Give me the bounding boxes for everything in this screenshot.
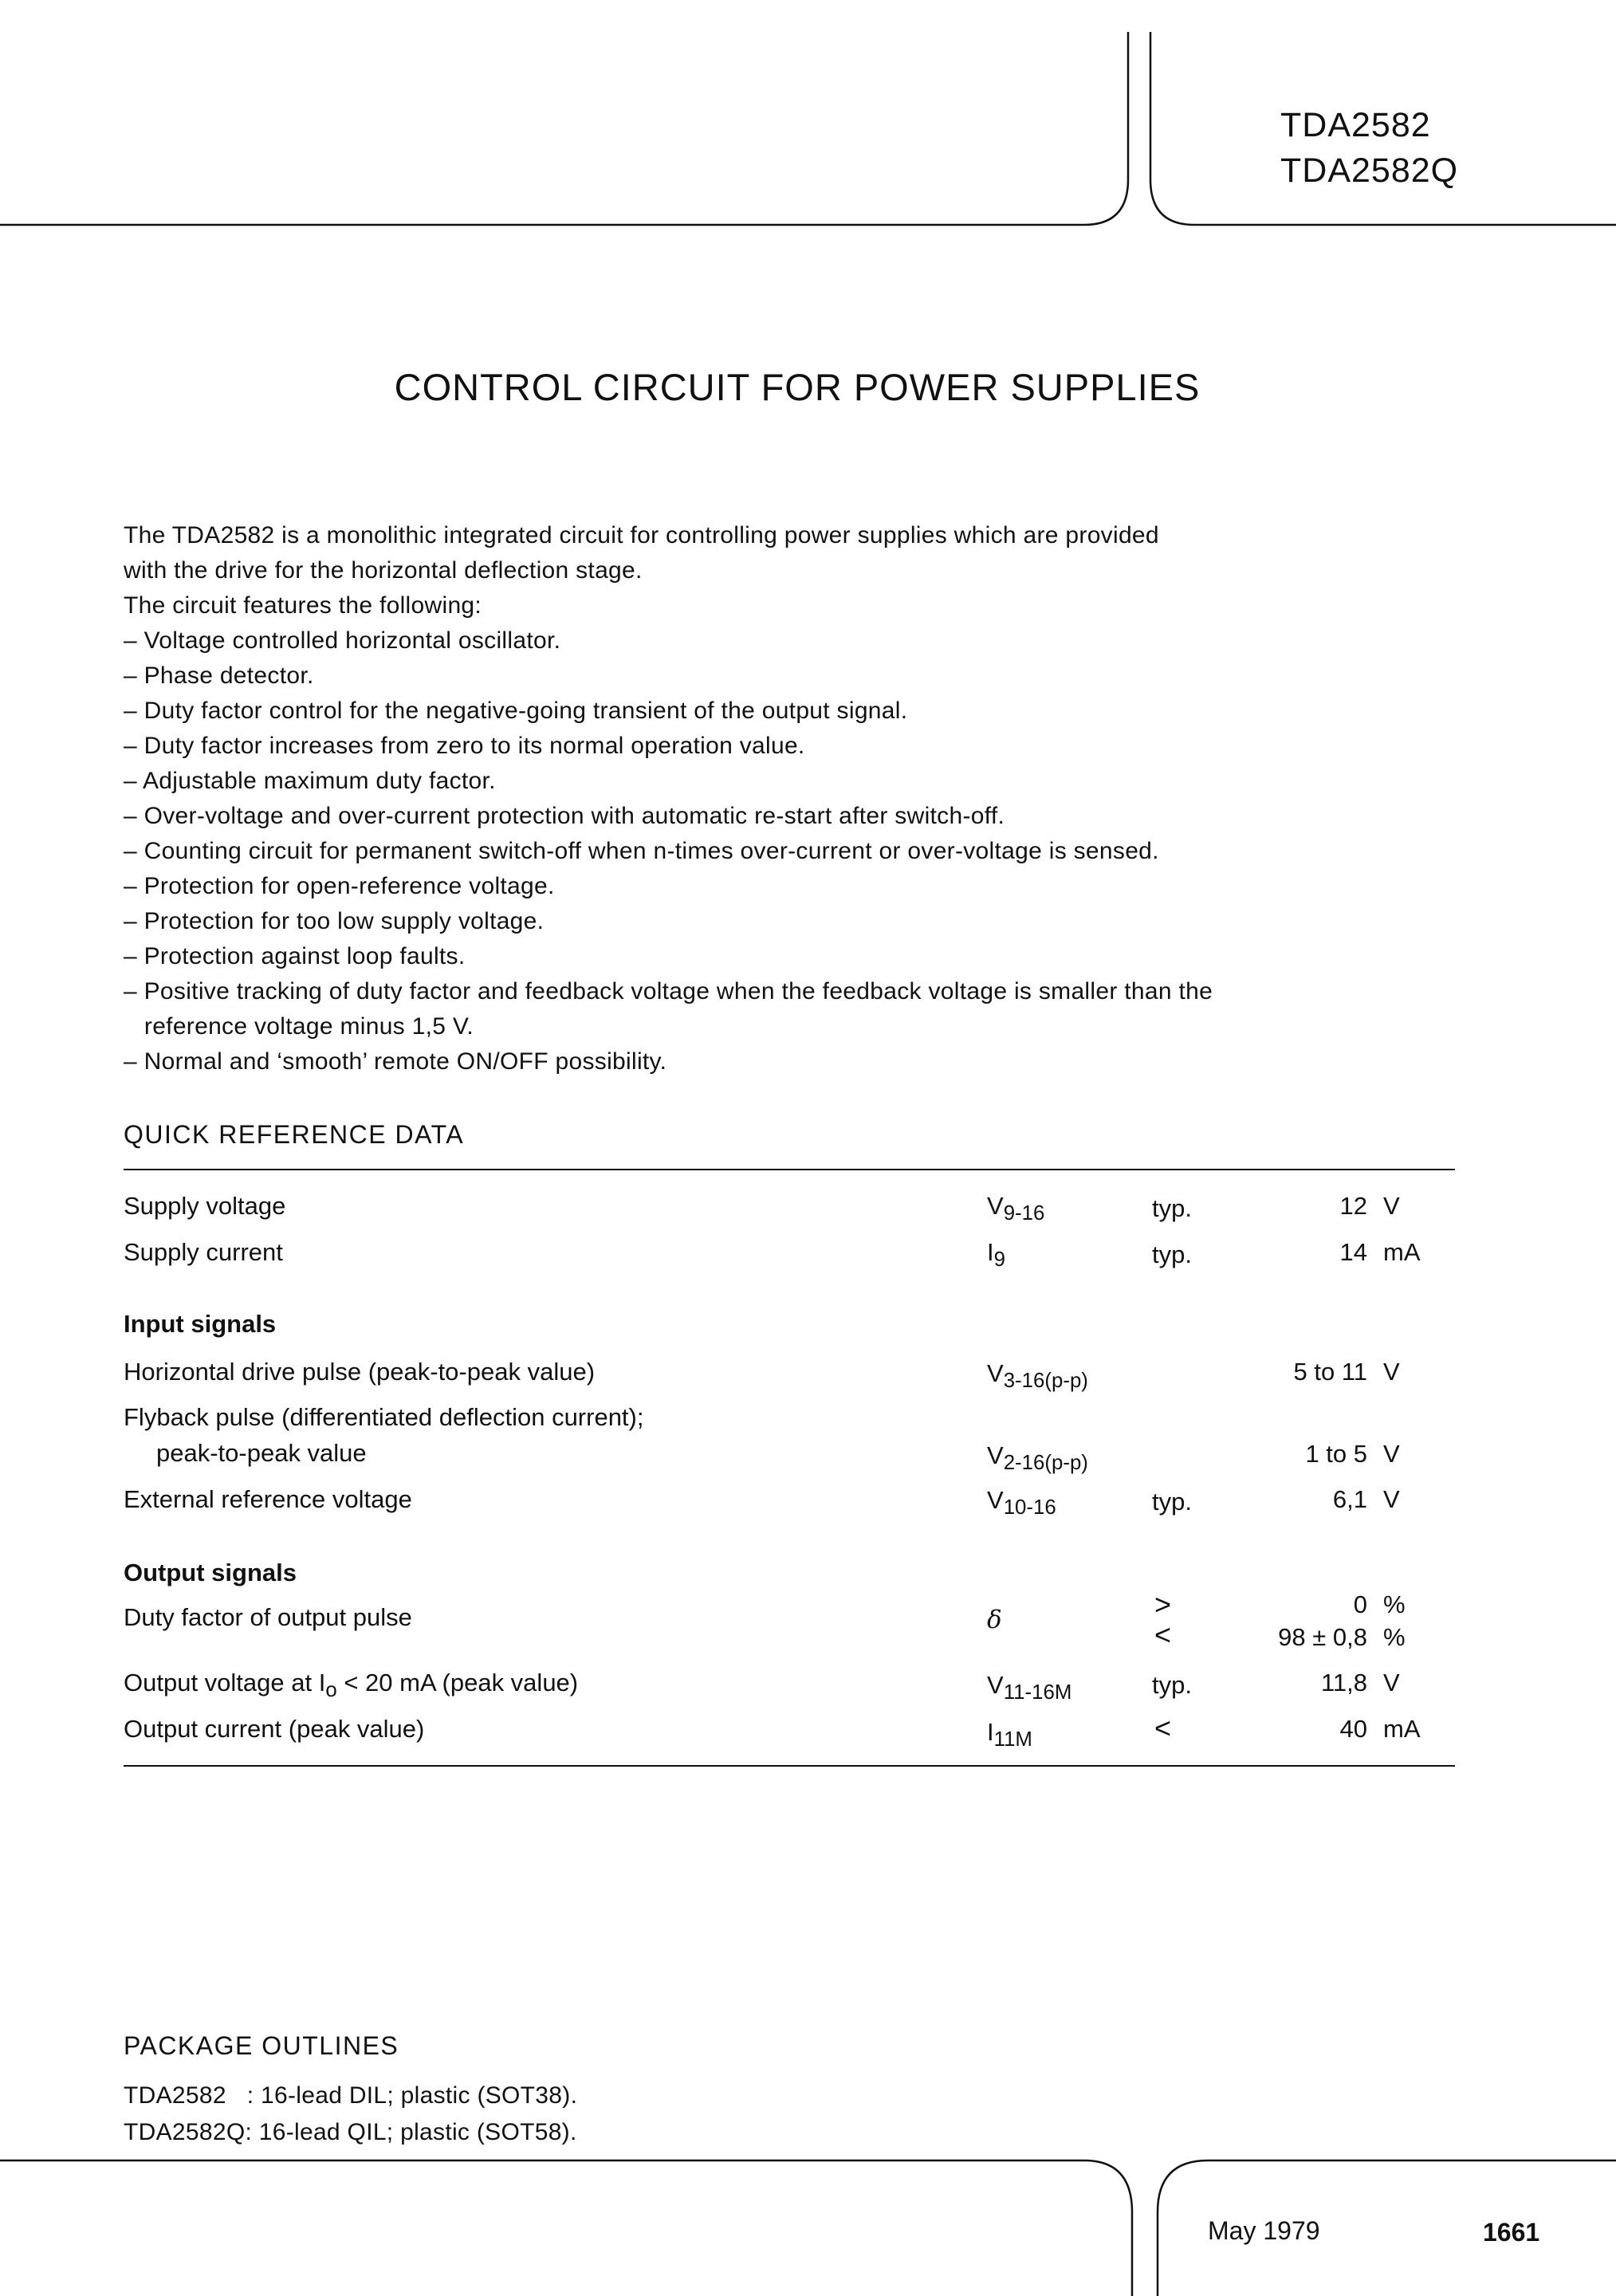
- param-unit: V: [1383, 1440, 1400, 1468]
- param-unit: V: [1383, 1192, 1400, 1220]
- output-signals-heading: Output signals: [124, 1559, 297, 1586]
- param-label: Flyback pulse (differentiated deflection current);: [124, 1403, 644, 1431]
- footer-page-number: 1661: [1483, 2218, 1540, 2247]
- param-qualifier: typ.: [1152, 1240, 1192, 1268]
- param-label: Supply voltage: [124, 1192, 286, 1220]
- param-symbol: $V_{11-16M}$: [987, 1671, 1072, 1704]
- feature-item: – Adjustable maximum duty factor.: [124, 768, 496, 794]
- intro-line: The TDA2582 is a monolithic integrated circuit for controlling power supplies which are provided: [124, 522, 1159, 548]
- feature-item: reference voltage minus 1,5 V.: [124, 1013, 474, 1040]
- part-number-primary: TDA2582: [1280, 106, 1431, 144]
- package-line: TDA2582 : 16-lead DIL; plastic (SOT38).: [124, 2082, 578, 2109]
- param-unit: V: [1383, 1358, 1400, 1386]
- param-label: Output voltage at $I_o < 20$ mA (peak value): [124, 1669, 579, 1702]
- feature-item: – Duty factor control for the negative-going transient of the output signal.: [124, 698, 908, 724]
- package-list: [124, 2078, 577, 2151]
- param-symbol: $I_9$: [987, 1238, 1005, 1272]
- param-symbol: $I_{11M}$: [987, 1718, 1032, 1751]
- page-title: CONTROL CIRCUIT FOR POWER SUPPLIES: [394, 366, 1201, 408]
- param-label: Output current (peak value): [124, 1715, 425, 1743]
- input-signals-heading: Input signals: [124, 1310, 277, 1338]
- param-value: 6,1: [1332, 1485, 1367, 1513]
- param-symbol: $V_{3-16(p-p)}$: [987, 1359, 1088, 1393]
- param-symbol: $V_{10-16}$: [987, 1486, 1056, 1520]
- header-rule-left: [0, 32, 1128, 225]
- intro-block: [124, 518, 1213, 1079]
- param-unit: mA: [1383, 1715, 1421, 1743]
- feature-item: – Normal and ‘smooth’ remote ON/OFF possibility.: [124, 1048, 667, 1075]
- param-value: 1 to 5: [1305, 1440, 1367, 1468]
- param-unit: mA: [1383, 1238, 1421, 1266]
- table-top-rule: [124, 1169, 1455, 1170]
- footer-rule-left: [0, 2160, 1132, 2296]
- intro-line: with the drive for the horizontal deflection stage.: [124, 557, 643, 584]
- param-unit: %: [1383, 1590, 1406, 1618]
- param-symbol: δ: [987, 1606, 1002, 1634]
- param-label: Supply current: [124, 1238, 283, 1266]
- param-unit: V: [1383, 1669, 1400, 1696]
- feature-item: – Phase detector.: [124, 662, 314, 689]
- param-unit: %: [1383, 1623, 1406, 1651]
- intro-line: The circuit features the following:: [124, 592, 482, 619]
- footer-date: May 1979: [1208, 2216, 1320, 2245]
- package-outlines-heading: PACKAGE OUTLINES: [124, 2031, 399, 2060]
- param-label: External reference voltage: [124, 1485, 412, 1513]
- param-value: 40: [1339, 1715, 1367, 1743]
- part-number-secondary: TDA2582Q: [1280, 151, 1459, 190]
- param-qualifier: typ.: [1152, 1671, 1192, 1699]
- package-line: TDA2582Q: 16-lead QIL; plastic (SOT58).: [124, 2119, 577, 2145]
- param-qualifier: <: [1154, 1712, 1172, 1744]
- feature-item: – Protection against loop faults.: [124, 943, 466, 969]
- table-bottom-rule: [124, 1765, 1455, 1767]
- param-unit: V: [1383, 1485, 1400, 1513]
- param-value: 5 to 11: [1293, 1358, 1367, 1386]
- param-value: 12: [1339, 1192, 1367, 1220]
- param-value: 0: [1353, 1590, 1367, 1618]
- feature-item: – Duty factor increases from zero to its normal operation value.: [124, 733, 805, 759]
- feature-item: – Counting circuit for permanent switch-off when n-times over-current or over-voltage is sensed.: [124, 838, 1159, 864]
- param-qualifier: typ.: [1152, 1488, 1192, 1516]
- feature-item: – Positive tracking of duty factor and feedback voltage when the feedback voltage is smaller than the: [124, 978, 1213, 1005]
- feature-item: – Protection for too low supply voltage.: [124, 908, 545, 934]
- param-label-continued: peak-to-peak value: [156, 1439, 367, 1467]
- param-value: 14: [1339, 1238, 1367, 1266]
- feature-item: – Over-voltage and over-current protection with automatic re-start after switch-off.: [124, 803, 1005, 829]
- param-qualifier: typ.: [1152, 1194, 1192, 1222]
- quick-reference-heading: QUICK REFERENCE DATA: [124, 1120, 465, 1149]
- feature-item: – Voltage controlled horizontal oscillator.: [124, 627, 561, 654]
- param-qualifier: <: [1154, 1618, 1172, 1651]
- param-value: 98 ± 0,8: [1278, 1623, 1367, 1651]
- param-label: Duty factor of output pulse: [124, 1603, 412, 1631]
- param-symbol: $V_{9-16}$: [987, 1192, 1045, 1225]
- param-symbol: $V_{2-16(p-p)}$: [987, 1441, 1088, 1475]
- param-value: 11,8: [1320, 1669, 1367, 1696]
- param-qualifier: >: [1154, 1588, 1172, 1621]
- feature-item: – Protection for open-reference voltage.: [124, 873, 555, 899]
- param-label: Horizontal drive pulse (peak-to-peak value): [124, 1358, 596, 1386]
